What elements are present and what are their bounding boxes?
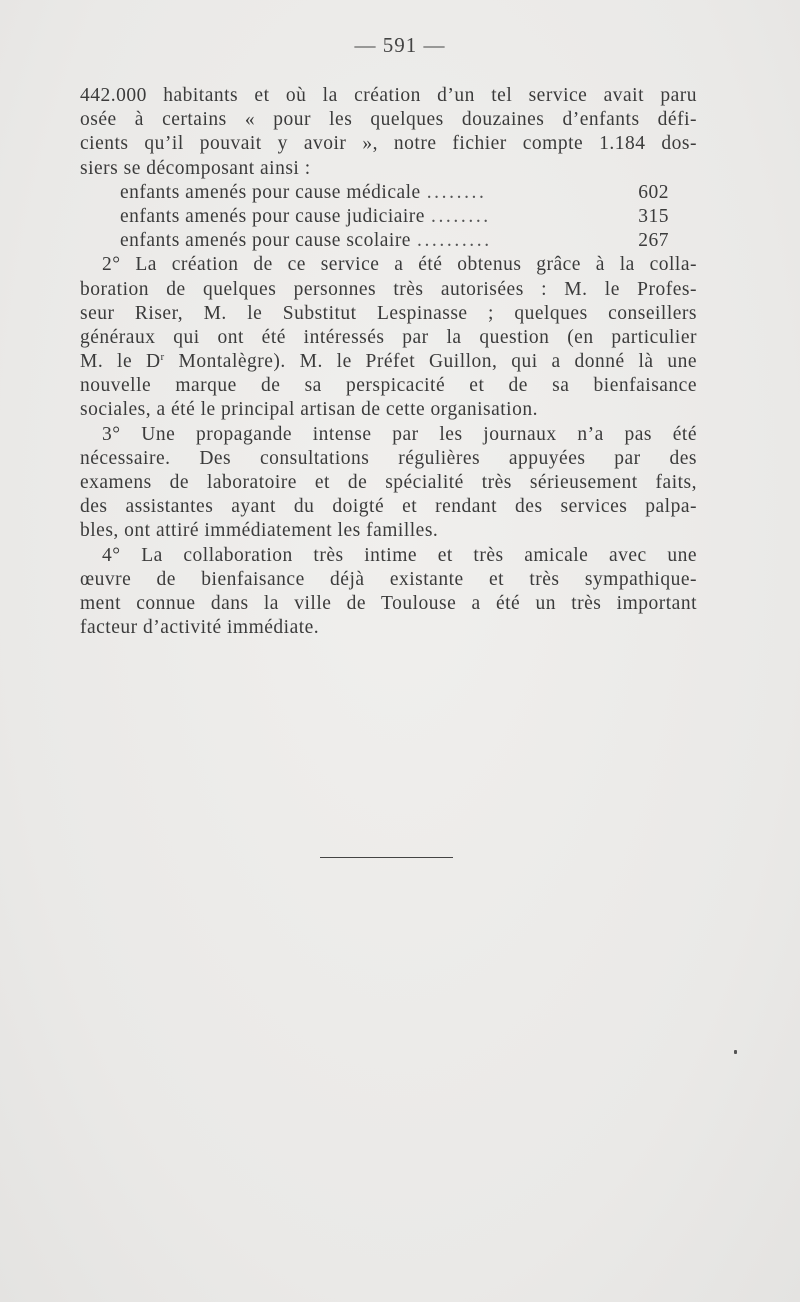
- text-line: examens de laboratoire et de spécialité très sérieusement faits,: [80, 472, 697, 493]
- text-line: nécessaire. Des consultations régulières appuyées par des: [80, 447, 697, 469]
- text-line: sociales, a été le principal artisan de cette organisation.: [80, 399, 538, 421]
- paragraph-2: [80, 253, 697, 422]
- text-line: 4° La collaboration très intime et très amicale avec une: [102, 544, 697, 566]
- text-fragment: Montalègre). M. le Préfet Guillon, qui a donné là une: [164, 351, 697, 373]
- text-line: généraux qui ont été intéressés par la question (en particulier: [80, 326, 697, 348]
- text-line: œuvre de bienfaisance déjà existante et très sympathique-: [80, 568, 697, 590]
- text-line: cients qu’il pouvait y avoir », notre fichier compte 1.184 dos-: [80, 133, 697, 155]
- text-line: facteur d’activité immédiate.: [80, 617, 320, 639]
- list-item-count: 267: [638, 230, 669, 252]
- text-line: bles, ont attiré immédiatement les familles.: [80, 520, 439, 542]
- superscript: r: [160, 351, 165, 364]
- dot-leader: ........: [430, 205, 491, 227]
- text-line: 2° La création de ce service a été obtenus grâce à la colla-: [102, 254, 697, 276]
- paragraph-3: [80, 423, 697, 544]
- paragraph-intro: [80, 84, 697, 181]
- text-line: osée à certains « pour les quelques douzaines d’enfants défi-: [80, 109, 697, 131]
- text-line: ment connue dans la ville de Toulouse a été un très important: [80, 592, 697, 614]
- list-item-judicial: [80, 205, 697, 229]
- text-line: nouvelle marque de sa perspicacité et de sa bienfaisance: [80, 375, 697, 397]
- end-rule: [320, 857, 453, 859]
- text-line: seur Riser, M. le Substitut Lespinasse ; quelques conseillers: [80, 302, 697, 324]
- text-line: boration de quelques personnes très autorisées : M. le Profes-: [80, 278, 697, 300]
- text-line: 3° Une propagande intense par les journaux n’a pas été: [102, 423, 697, 445]
- text-line: 442.000 habitants et où la création d’un tel service avait paru: [80, 85, 697, 106]
- ink-speck: [734, 1050, 737, 1054]
- text-line: siers se décomposant ainsi :: [80, 157, 311, 179]
- list-item-label: enfants amenés pour cause judiciaire: [120, 205, 425, 227]
- text-line: des assistantes ayant du doigté et rendant des services palpa-: [80, 496, 697, 518]
- case-breakdown-list: [80, 181, 697, 254]
- text-line: [80, 350, 697, 374]
- dot-leader: ........: [426, 181, 487, 203]
- list-item-count: 315: [638, 205, 669, 227]
- paragraph-4: [80, 544, 697, 641]
- list-item-school: [80, 229, 697, 253]
- list-item-label: enfants amenés pour cause scolaire: [120, 230, 411, 252]
- page-number: — 591 —: [354, 33, 446, 57]
- list-item-medical: [80, 181, 697, 205]
- text-fragment: M. le D: [80, 351, 161, 373]
- list-item-label: enfants amenés pour cause médicale: [120, 181, 421, 203]
- list-item-count: 602: [638, 181, 669, 203]
- dot-leader: ..........: [416, 230, 492, 252]
- body-text: [80, 84, 697, 640]
